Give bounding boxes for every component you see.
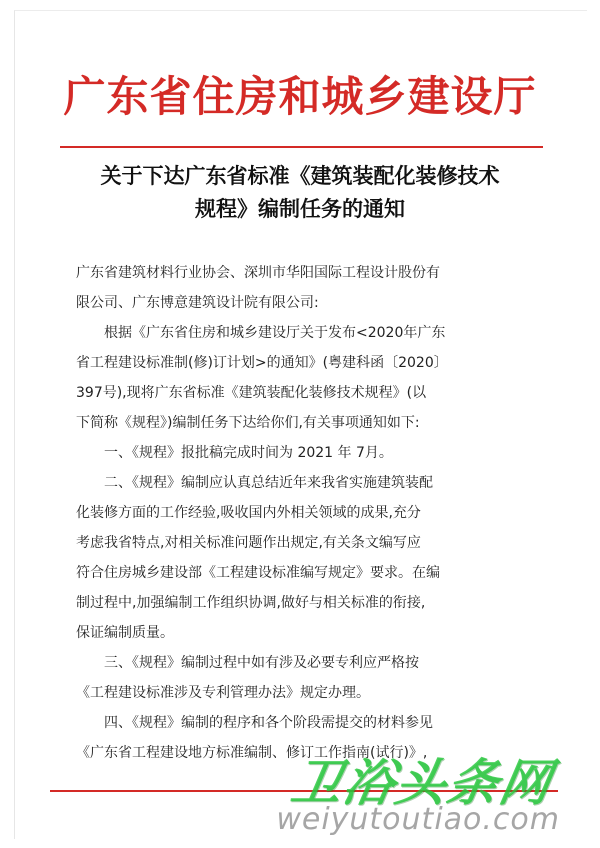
header-red-rule	[60, 146, 543, 148]
item-1-line: 一、《规程》报批稿完成时间为 2021 年 7月。	[104, 445, 393, 461]
watermark-brand: 卫浴头条网	[286, 754, 558, 812]
paragraph-line: 397号),现将广东省标准《建筑装配化装修技术规程》(以	[76, 385, 427, 401]
paragraph-line: 下简称《规程》)编制任务下达给你们,有关事项通知如下:	[76, 415, 420, 431]
document-title	[60, 160, 540, 226]
paragraph-line: 省工程建设标准制(修)订计划>的通知》(粤建科函〔2020〕	[76, 355, 448, 371]
item-3-line: 《工程建设标准涉及专利管理办法》规定办理。	[76, 685, 370, 701]
item-2-line: 考虑我省特点,对相关标准问题作出规定,有关条文编写应	[76, 535, 421, 551]
document-title-line-2: 规程》编制任务的通知	[195, 197, 405, 221]
watermark-url: weiyutoutiao.com	[276, 802, 560, 837]
document-body	[76, 258, 532, 768]
document-title-line-1: 关于下达广东省标准《建筑装配化装修技术	[100, 164, 500, 188]
addressee-line-1: 广东省建筑材料行业协会、深圳市华阳国际工程设计股份有	[76, 265, 440, 281]
item-2-line: 保证编制质量。	[76, 625, 174, 641]
item-4-line: 《广东省工程建设地方标准编制、修订工作指南(试行)》,	[76, 745, 428, 761]
addressee-line-2: 限公司、广东博意建筑设计院有限公司:	[76, 295, 319, 311]
item-4-line: 四、《规程》编制的程序和各个阶段需提交的材料参见	[104, 715, 433, 731]
paragraph-line: 根据《广东省住房和城乡建设厅关于发布<2020年广东	[104, 325, 446, 341]
item-2-line: 制过程中,加强编制工作组织协调,做好与相关标准的衔接,	[76, 595, 426, 611]
item-2-line: 化装修方面的工作经验,吸收国内外相关领域的成果,充分	[76, 505, 421, 521]
item-2-line: 二、《规程》编制应认真总结近年来我省实施建筑装配	[104, 475, 433, 491]
item-2-line: 符合住房城乡建设部《工程建设标准编写规定》要求。在编	[76, 565, 440, 581]
agency-title: 广东省住房和城乡建设厅	[63, 72, 537, 121]
item-3-line: 三、《规程》编制过程中如有涉及必要专利应严格按	[104, 655, 419, 671]
